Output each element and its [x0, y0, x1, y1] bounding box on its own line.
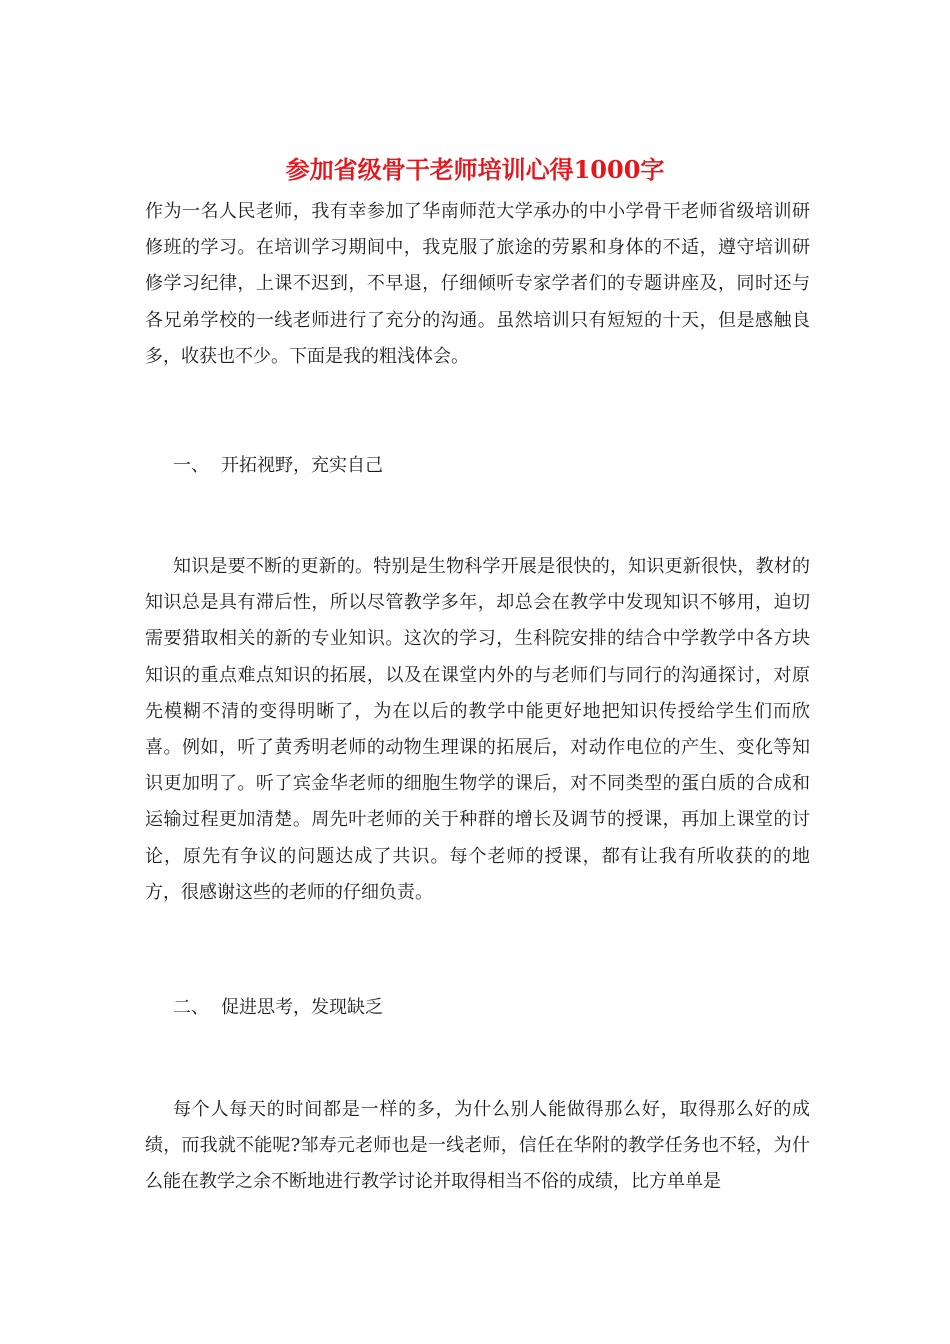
section-1-title: 开拓视野，充实自己 — [221, 455, 383, 476]
document-title: 参加省级骨干老师培训心得1000字 — [285, 155, 665, 184]
section-1-paragraph: 知识是要不断的更新的。特别是生物科学开展是很快的，知识更新很快，教材的知识总是具有滞后性，所以尽管教学多年，却总会在教学中发现知识不够用，迫切需要猎取相关的新的专业知识。这次的学习，生科院安排的结合中学教学中各方块知识的重点难点知识的拓展，以及在课堂内外的与老师们与同行的沟通探讨，对原先模糊不清的变得明晰了，为在以后的教学中能更好地把知识传授给学生们而欣喜。例如，听了黄秀明老师的动物生理课的拓展后，对动作电位的产生、变化等知识更加明了。听了宾金华老师的细胞生物学的课后，对不同类型的蛋白质的合成和运输过程更加清楚。周先叶老师的关于种群的增长及调节的授课，再加上课堂的讨论，原先有争议的问题达成了共识。每个老师的授课，都有让我有所收获的的地方，很感谢这些的老师的仔细负责。 — [145, 556, 810, 903]
section-2-heading — [173, 990, 383, 1026]
section-2-paragraph: 每个人每天的时间都是一样的多，为什么别人能做得那么好，取得那么好的成绩，而我就不能呢?邹寿元老师也是一线老师，信任在华附的教学任务也不轻，为什么能在教学之余不断地进行教学讨论并取得相当不俗的成绩，比方单单是 — [145, 1099, 810, 1193]
section-1-heading — [173, 448, 383, 484]
section-2-number: 二、 — [173, 997, 209, 1018]
section-2-title: 促进思考，发现缺乏 — [221, 997, 383, 1018]
intro-paragraph: 作为一名人民老师，我有幸参加了华南师范大学承办的中小学骨干老师省级培训研修班的学习。在培训学习期间中，我克服了旅途的劳累和身体的不适，遵守培训研修学习纪律，上课不迟到，不早退，仔细倾听专家学者们的专题讲座及，同时还与各兄弟学校的一线老师进行了充分的沟通。虽然培训只有短短的十天，但是感触良多，收获也不少。下面是我的粗浅体会。 — [145, 201, 810, 367]
section-1-number: 一、 — [173, 455, 209, 476]
